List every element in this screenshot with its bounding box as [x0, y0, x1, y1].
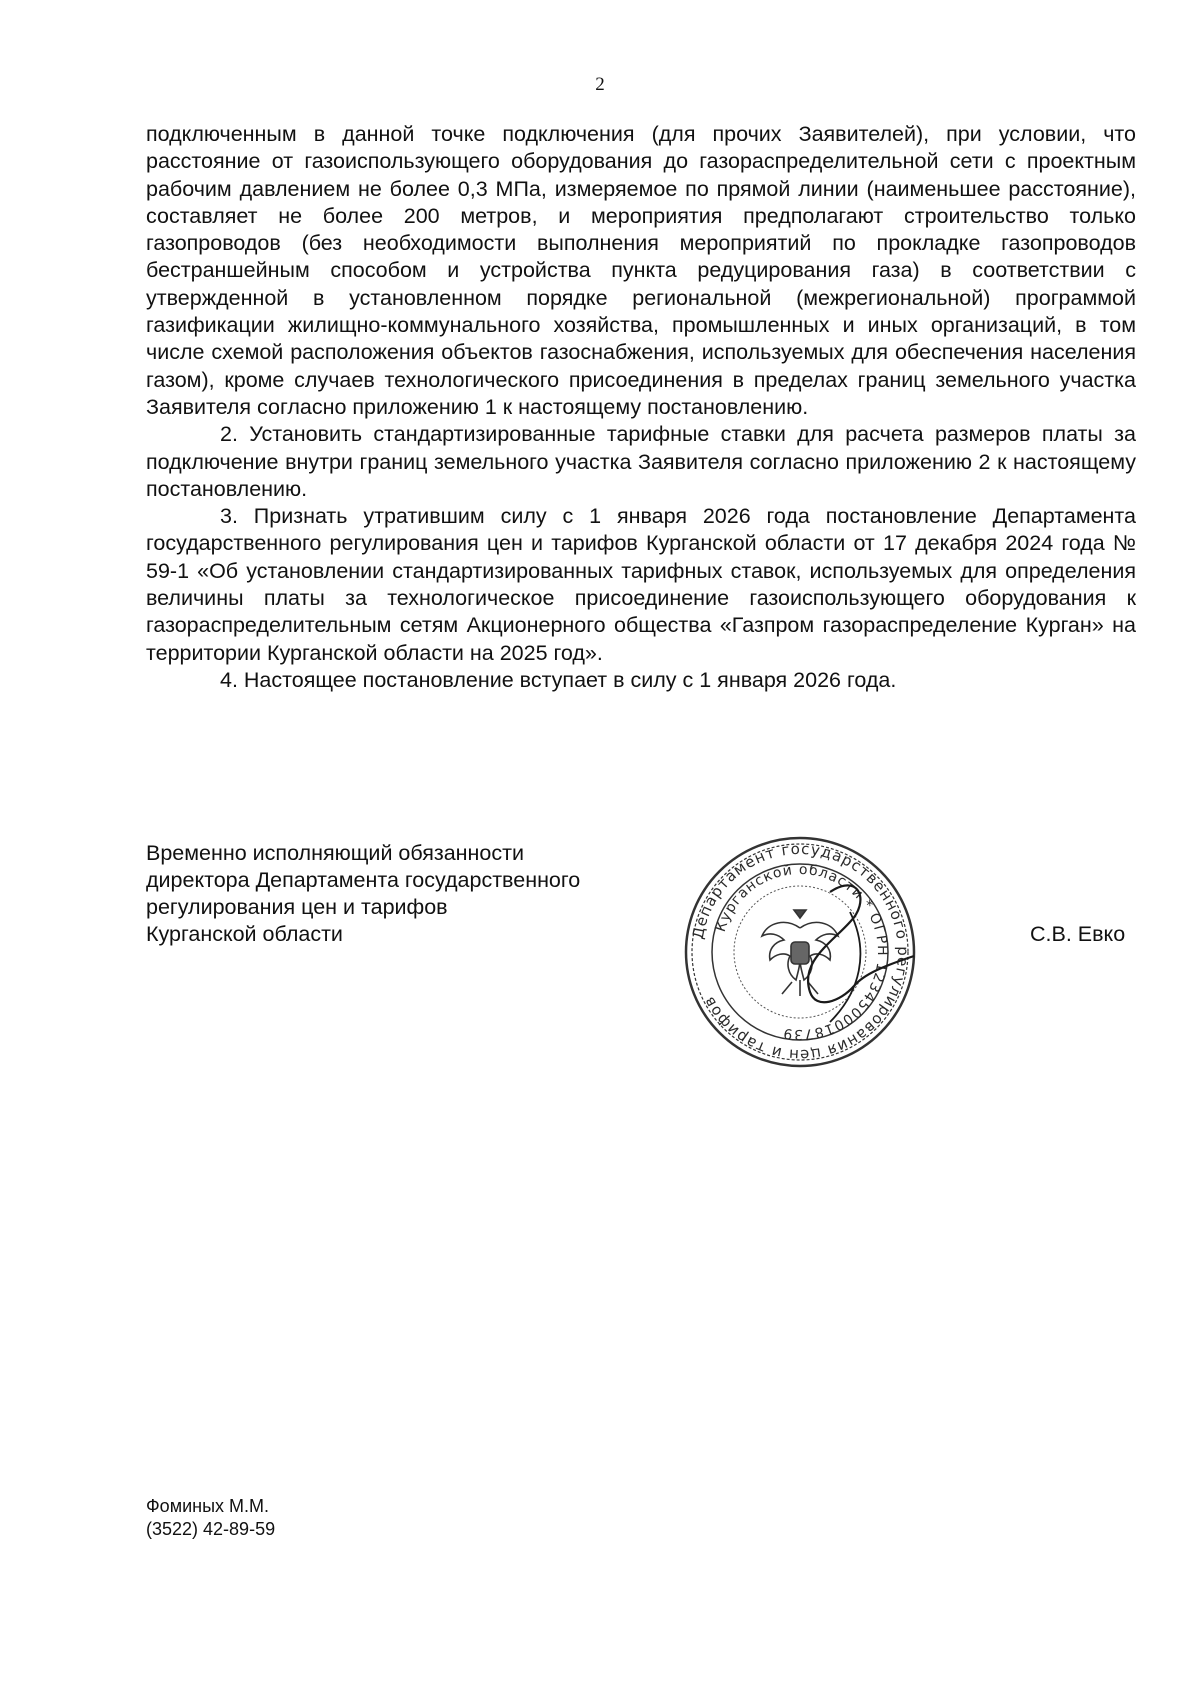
paragraph-continuation: подключенным в данной точке подключения (для прочих Заявителей), при условии, что расстояние от газоиспользующего оборудования до газораспределительной сети с проектным рабочим давлением не более 0,3 МПа, измеряемое по прямой линии (наименьшее расстояние), составляет не более 200 метров, и мероприятия предполагают строительство только газопроводов (без необходимости выполнения мероприятий по прокладке газопроводов бестраншейным способом и устройства пункта редуцирования газа) в соответствии с утвержденной в установленном порядке региональной (межрегиональной) программой газификации жилищно-коммунального хозяйства, промышленных и иных организаций, в том числе схемой расположения объектов газоснабжения, используемых для обеспечения населения газом), кроме случаев технологического присоединения в пределах границ земельного участка Заявителя согласно приложению 1 к настоящему постановлению.	[146, 122, 1136, 419]
official-seal-icon	[680, 832, 920, 1072]
signer-position	[146, 840, 666, 948]
paragraph-item-2: 2. Установить стандартизированные тарифные ставки для расчета размеров платы за подключение внутри границ земельного участка Заявителя согласно приложению 2 к настоящему постановлению.	[146, 422, 1136, 501]
signer-title-line: регулирования цен и тарифов	[146, 895, 448, 919]
contact-name: Фоминых М.М.	[146, 1496, 269, 1516]
paragraph-item-4: 4. Настоящее постановление вступает в силу с 1 января 2026 года.	[220, 667, 897, 692]
page-number: 2	[595, 74, 605, 95]
signer-title-line: директора Департамента государственного	[146, 868, 581, 892]
emblem-icon	[762, 910, 838, 996]
document-body	[146, 121, 1136, 694]
seal-outer-text: Департамент государственного регулирования цен и тарифов	[688, 839, 913, 1065]
signer-title-line: Курганской области	[146, 922, 343, 946]
signer-name: С.В. Евко	[1030, 922, 1126, 946]
seal-inner-text: Курганской области * ОГРН 1234500018739	[712, 861, 891, 1043]
paragraph-item-3: 3. Признать утратившим силу с 1 января 2026 года постановление Департамента государственного регулирования цен и тарифов Курганской области от 17 декабря 2024 года № 59-1 «Об установлении стандартизированных тарифных ставок, используемых для определения величины платы за технологическое присоединение газоиспользующего оборудования к газораспределительным сетям Акционерного общества «Газпром газораспределение Курган» на территории Курганской области на 2025 год».	[146, 504, 1136, 665]
signer-title-line: Временно исполняющий обязанности	[146, 841, 524, 865]
contact-phone: (3522) 42-89-59	[146, 1519, 276, 1539]
contact-block	[146, 1495, 275, 1541]
